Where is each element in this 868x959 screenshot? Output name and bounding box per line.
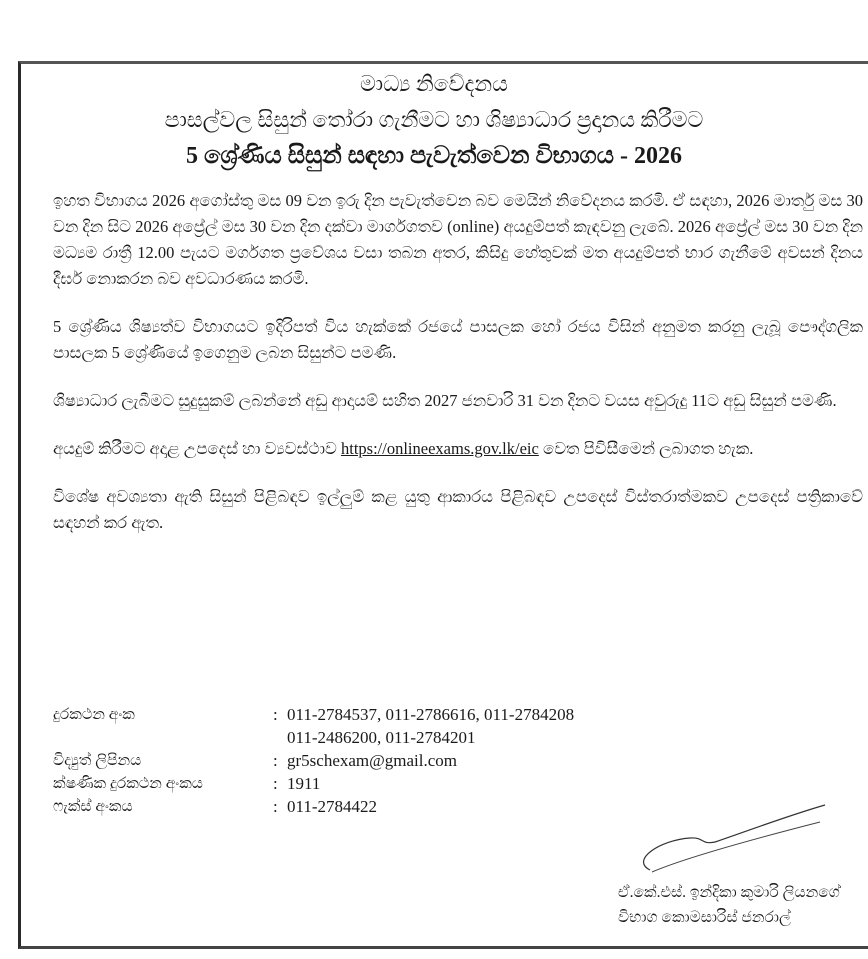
colon: : <box>273 774 278 793</box>
paragraph-2: 5 ශ්‍රේණිය ශිෂ්‍යත්ව විභාගයට ඉදිරිපත් විය හැක්කේ රජයේ පාසලක හෝ රජය විසින් අනුමත කරනු ලැබූ පෞද්ගලික පාසලක 5 ශ්‍රේණියේ ඉගෙනුම ලබන සිසුන්ට පමණි. <box>53 317 864 362</box>
email-row <box>53 749 653 772</box>
handwritten-signature-icon <box>620 800 840 880</box>
contact-block <box>53 703 653 818</box>
hotline-value: 1911 <box>287 774 321 793</box>
link-before: අයදුම් කිරීමට අදාළ උපදෙස් හා ව්‍යවස්ථාව <box>53 439 341 458</box>
colon: : <box>273 797 278 816</box>
colon: : <box>273 751 278 770</box>
doc-title: මාධ්‍ය නිවේදනය <box>360 71 508 96</box>
signature-block <box>618 880 840 930</box>
email-label: විද්‍යුත් ලිපිනය <box>53 752 142 769</box>
link-after: වෙත පිවිසීමෙන් ලබාගත හැක. <box>538 439 754 458</box>
paragraph-1: ඉහත විභාගය 2026 අගෝස්තු මස 09 වන ඉරු දින පැවැත්වෙන බව මෙයින් නිවේදනය කරමි. ඒ සඳහා, 2026 මාර්තු මස 30 වන දින සිට 2026 අප්‍රේල් මස 30 වන දින දක්වා මාර්ගගතව (online) අයදුම්පත් කැඳවනු ලැබේ. 2026 අප්‍රේල් මස 30 වන දින මධ්‍යම රාත්‍රී 12.00 පැයට මර්ගගත ප්‍රවේශය වසා තබන අතර, කිසිදු හේතුවක් මත අයදුම්පත් භාර ගැනීමේ අවසන් දිනය දීර්ඝ නොකරන බව අවධාරණය කරමි. <box>53 191 863 288</box>
paragraph-4: විශේෂ අවශ්‍යතා ඇති සිසුන් පිළිබඳව ඉල්ලුම් කළ යුතු ආකාරය පිළිබඳව උපදෙස් විස්තරාත්මකව උපදෙස් පත්‍රිකාවේ සඳහන් කර ඇත. <box>53 487 863 532</box>
hotline-row <box>53 772 653 795</box>
phone-row <box>53 703 653 726</box>
phone-values-2: 011-2486200, 011-2784201 <box>287 728 476 747</box>
fax-label: ෆැක්ස් අංකය <box>53 798 133 815</box>
fax-row <box>53 795 653 818</box>
paragraph-link <box>53 436 863 462</box>
fax-value: 011-2784422 <box>287 797 378 816</box>
signatory-title: විභාග කොමසාරිස් ජනරාල් <box>618 909 791 926</box>
body-text <box>53 188 863 558</box>
exam-portal-link[interactable]: https://onlineexams.gov.lk/eic <box>341 439 539 458</box>
header <box>0 68 868 172</box>
email-value[interactable]: gr5schexam@gmail.com <box>287 751 458 770</box>
paragraph-3: ශිෂ්‍යාධාර ලැබීමට සුදුසුකම් ලබන්නේ අඩු ආදායම් සහිත 2027 ජනවාරි 31 වන දිනට වයස අවුරුදු 11ට අඩු සිසුන් පමණි. <box>53 391 837 410</box>
hotline-label: ක්ෂණික දුරකථන අංකය <box>53 775 203 792</box>
doc-subtitle-1: පාසල්වල සිසුන් තෝරා ගැනීමට හා ශිෂ්‍යාධාර ප්‍රදානය කිරීමට <box>164 107 704 132</box>
phone-label: දුරකථන අංක <box>53 706 135 723</box>
phone-values-1: 011-2784537, 011-2786616, 011-2784208 <box>287 705 575 724</box>
colon: : <box>273 705 278 724</box>
phone-row-2 <box>53 726 653 749</box>
signatory-name: ඒ.කේ.එස්. ඉන්දිකා කුමාරි ලියනගේ <box>618 884 840 901</box>
doc-subtitle-2: 5 ශ්‍රේණිය සිසුන් සඳහා පැවැත්වෙන විභාගය - 2026 <box>186 143 682 169</box>
